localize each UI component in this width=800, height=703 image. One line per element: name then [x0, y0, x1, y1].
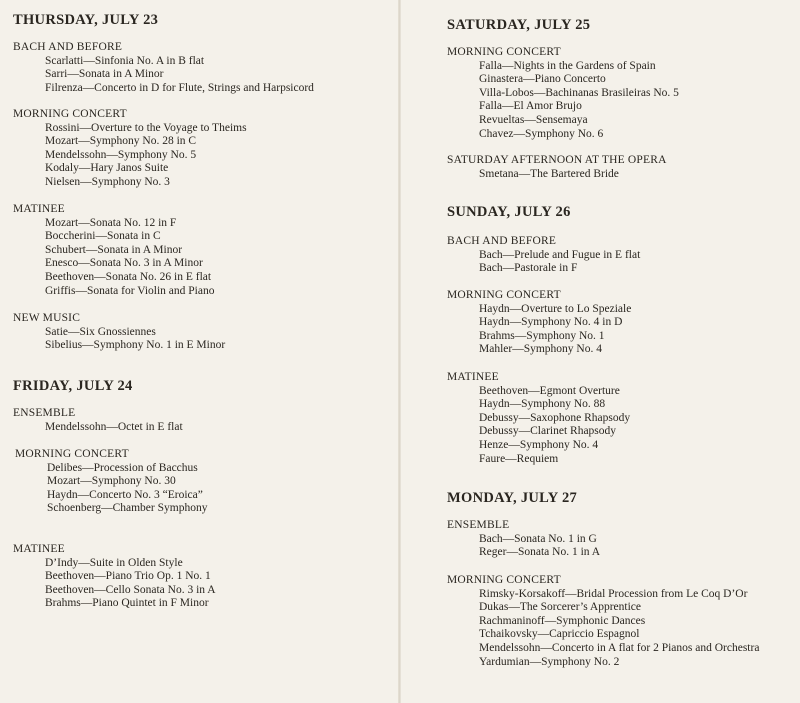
program-item: Sarri—Sonata in A Minor — [45, 68, 164, 81]
section-new-music — [13, 312, 393, 353]
program-item: Mendelssohn—Symphony No. 5 — [45, 148, 197, 161]
program-item: Boccherini—Sonata in C — [45, 230, 161, 243]
program-item: Haydn—Concerto No. 3 “Eroica” — [47, 488, 203, 501]
program-item: Beethoven—Cello Sonata No. 3 in A — [45, 583, 216, 596]
section-title: MORNING CONCERT — [15, 448, 129, 460]
program-item: Villa-Lobos—Bachinanas Brasileiras No. 5 — [479, 86, 679, 99]
section-morning-concert — [447, 289, 787, 357]
section-ensemble — [13, 407, 393, 434]
program-item: Rossini—Overture to the Voyage to Theims — [45, 121, 247, 134]
program-item: Rachmaninoff—Symphonic Dances — [479, 614, 646, 627]
day-block-thursday — [13, 12, 393, 29]
program-item: Bach—Prelude and Fugue in E flat — [479, 248, 641, 261]
program-item: Rimsky-Korsakoff—Bridal Procession from Le Coq D’Or — [479, 587, 748, 600]
day-heading: SUNDAY, JULY 26 — [447, 204, 571, 220]
program-item: Dukas—The Sorcerer’s Apprentice — [479, 601, 642, 614]
program-item: Mozart—Symphony No. 30 — [47, 475, 176, 488]
section-morning-concert — [15, 448, 393, 516]
program-item: Scarlatti—Sinfonia No. A in B flat — [45, 54, 205, 67]
day-block-friday — [13, 378, 393, 395]
program-item: Faure—Requiem — [479, 452, 559, 465]
program-item: Filrenza—Concerto in D for Flute, Strings and Harpsicord — [45, 81, 314, 94]
program-item: Revueltas—Sensemaya — [479, 113, 588, 126]
section-opera — [447, 154, 787, 181]
program-item: Mendelssohn—Octet in E flat — [45, 420, 183, 433]
section-ensemble — [447, 519, 787, 560]
section-morning-concert — [447, 574, 787, 669]
program-item: Schoenberg—Chamber Symphony — [47, 502, 208, 515]
program-item: Falla—El Amor Brujo — [479, 100, 582, 113]
program-item: Reger—Sonata No. 1 in A — [479, 546, 601, 559]
day-block-monday — [447, 490, 787, 507]
section-morning-concert — [447, 46, 787, 141]
program-item: Mendelssohn—Concerto in A flat for 2 Pianos and Orchestra — [479, 641, 760, 654]
program-item: Kodaly—Hary Janos Suite — [45, 162, 169, 175]
program-item: Chavez—Symphony No. 6 — [479, 127, 604, 140]
program-item: Falla—Nights in the Gardens of Spain — [479, 59, 656, 72]
section-title: SATURDAY AFTERNOON AT THE OPERA — [447, 154, 667, 166]
day-heading: THURSDAY, JULY 23 — [13, 12, 159, 28]
program-item: Mahler—Symphony No. 4 — [479, 343, 602, 356]
program-item: Ginastera—Piano Concerto — [479, 73, 606, 86]
section-title: MORNING CONCERT — [447, 574, 561, 586]
day-block-sunday — [447, 204, 787, 221]
section-title: MORNING CONCERT — [447, 46, 561, 58]
program-item: Mozart—Sonata No. 12 in F — [45, 216, 177, 229]
program-item: Henze—Symphony No. 4 — [479, 438, 599, 451]
day-heading: MONDAY, JULY 27 — [447, 490, 578, 506]
program-item: Smetana—The Bartered Bride — [479, 167, 619, 180]
section-matinee — [447, 371, 787, 466]
program-item: Brahms—Symphony No. 1 — [479, 329, 605, 342]
section-matinee — [13, 203, 393, 298]
program-item: Beethoven—Piano Trio Op. 1 No. 1 — [45, 570, 211, 583]
program-item: D’Indy—Suite in Olden Style — [45, 556, 183, 569]
program-item: Beethoven—Egmont Overture — [479, 384, 620, 397]
program-item: Griffis—Sonata for Violin and Piano — [45, 284, 215, 297]
program-item: Brahms—Piano Quintet in F Minor — [45, 597, 209, 610]
section-bach-before — [13, 41, 393, 95]
section-title: NEW MUSIC — [13, 312, 81, 324]
program-item: Beethoven—Sonata No. 26 in E flat — [45, 270, 212, 283]
program-item: Delibes—Procession of Bacchus — [47, 461, 198, 474]
section-matinee — [13, 543, 393, 611]
program-item: Debussy—Saxophone Rhapsody — [479, 411, 631, 424]
program-item: Haydn—Symphony No. 88 — [479, 398, 606, 411]
program-item: Sibelius—Symphony No. 1 in E Minor — [45, 339, 226, 352]
day-heading: SATURDAY, JULY 25 — [447, 17, 591, 33]
program-item: Yardumian—Symphony No. 2 — [479, 655, 620, 668]
day-block-saturday — [447, 17, 787, 34]
section-title: BACH AND BEFORE — [13, 41, 123, 53]
page-fold — [398, 0, 401, 703]
program-item: Bach—Sonata No. 1 in G — [479, 532, 597, 545]
section-title: ENSEMBLE — [447, 519, 510, 531]
section-title: MATINEE — [13, 543, 65, 555]
section-title: MATINEE — [447, 371, 499, 383]
section-title: MORNING CONCERT — [447, 289, 561, 301]
section-title: ENSEMBLE — [13, 407, 76, 419]
program-item: Satie—Six Gnossiennes — [45, 325, 156, 338]
program-item: Schubert—Sonata in A Minor — [45, 243, 183, 256]
section-morning-concert — [13, 108, 393, 190]
program-item: Mozart—Symphony No. 28 in C — [45, 135, 197, 148]
day-heading: FRIDAY, JULY 24 — [13, 378, 133, 394]
program-item: Tchaikovsky—Capriccio Espagnol — [479, 628, 640, 641]
section-title: MATINEE — [13, 203, 65, 215]
section-bach-before — [447, 235, 787, 276]
program-item: Nielsen—Symphony No. 3 — [45, 175, 170, 188]
program-item: Debussy—Clarinet Rhapsody — [479, 425, 617, 438]
program-item: Haydn—Symphony No. 4 in D — [479, 316, 623, 329]
program-item: Haydn—Overture to Lo Speziale — [479, 302, 632, 315]
section-title: MORNING CONCERT — [13, 108, 127, 120]
program-item: Bach—Pastorale in F — [479, 262, 578, 275]
program-item: Enesco—Sonata No. 3 in A Minor — [45, 257, 203, 270]
section-title: BACH AND BEFORE — [447, 235, 557, 247]
